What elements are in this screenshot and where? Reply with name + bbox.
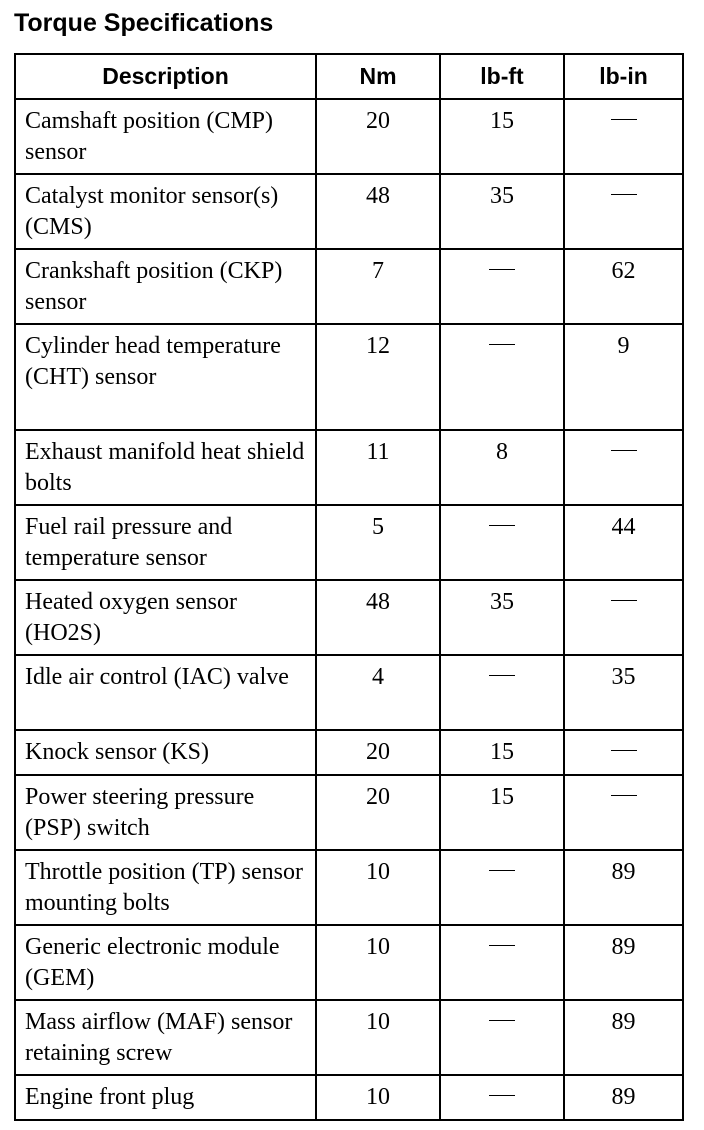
cell-lbin: 9 [564, 324, 683, 430]
torque-spec-table [14, 53, 684, 1121]
dash-mark [611, 750, 637, 751]
dash-mark [489, 525, 515, 526]
dash-mark [489, 945, 515, 946]
table-body [15, 99, 683, 1120]
cell-lbft [440, 1075, 564, 1120]
cell-lbin: 44 [564, 505, 683, 580]
cell-lbin [564, 430, 683, 505]
cell-lbin [564, 775, 683, 850]
table-row [15, 505, 683, 580]
cell-nm: 20 [316, 775, 440, 850]
cell-lbft [440, 925, 564, 1000]
dash-mark [611, 119, 637, 120]
cell-lbft [440, 249, 564, 324]
table-row [15, 249, 683, 324]
dash-mark [489, 269, 515, 270]
dash-mark [611, 600, 637, 601]
table-row [15, 775, 683, 850]
cell-description: Idle air control (IAC) valve [15, 655, 316, 730]
cell-description: Catalyst monitor sensor(s) (CMS) [15, 174, 316, 249]
cell-nm: 48 [316, 174, 440, 249]
cell-nm: 10 [316, 850, 440, 925]
cell-nm: 10 [316, 1000, 440, 1075]
table-row [15, 580, 683, 655]
cell-lbft: 8 [440, 430, 564, 505]
cell-lbft: 15 [440, 775, 564, 850]
cell-lbft: 15 [440, 99, 564, 174]
table-header-row [15, 54, 683, 99]
page-title: Torque Specifications [14, 9, 274, 37]
cell-nm: 11 [316, 430, 440, 505]
cell-lbft [440, 505, 564, 580]
dash-mark [611, 795, 637, 796]
cell-lbft [440, 324, 564, 430]
cell-description: Throttle position (TP) sensor mounting bolts [15, 850, 316, 925]
cell-description: Exhaust manifold heat shield bolts [15, 430, 316, 505]
table-row [15, 730, 683, 775]
cell-description: Crankshaft position (CKP) sensor [15, 249, 316, 324]
cell-nm: 4 [316, 655, 440, 730]
cell-lbin [564, 580, 683, 655]
cell-nm: 10 [316, 925, 440, 1000]
cell-nm: 5 [316, 505, 440, 580]
cell-lbft: 35 [440, 580, 564, 655]
cell-lbin: 89 [564, 925, 683, 1000]
cell-description: Power steering pressure (PSP) switch [15, 775, 316, 850]
column-header-lbin: lb-in [564, 54, 683, 99]
cell-nm: 20 [316, 99, 440, 174]
table-row [15, 174, 683, 249]
cell-description: Mass airflow (MAF) sensor retaining screw [15, 1000, 316, 1075]
cell-description: Cylinder head temperature (CHT) sensor [15, 324, 316, 430]
cell-description: Generic electronic module (GEM) [15, 925, 316, 1000]
cell-lbft: 35 [440, 174, 564, 249]
table-row [15, 324, 683, 430]
cell-lbin [564, 99, 683, 174]
cell-lbin [564, 730, 683, 775]
dash-mark [611, 450, 637, 451]
dash-mark [611, 194, 637, 195]
cell-lbin [564, 174, 683, 249]
cell-lbft [440, 1000, 564, 1075]
table-row [15, 850, 683, 925]
table-row [15, 1000, 683, 1075]
column-header-nm: Nm [316, 54, 440, 99]
cell-nm: 12 [316, 324, 440, 430]
cell-nm: 48 [316, 580, 440, 655]
cell-description: Heated oxygen sensor (HO2S) [15, 580, 316, 655]
cell-lbin: 89 [564, 1000, 683, 1075]
cell-description: Knock sensor (KS) [15, 730, 316, 775]
cell-lbft: 15 [440, 730, 564, 775]
cell-description: Engine front plug [15, 1075, 316, 1120]
cell-lbin: 62 [564, 249, 683, 324]
cell-lbin: 89 [564, 1075, 683, 1120]
table-row [15, 430, 683, 505]
dash-mark [489, 344, 515, 345]
cell-description: Fuel rail pressure and temperature sensor [15, 505, 316, 580]
cell-lbin: 89 [564, 850, 683, 925]
cell-nm: 10 [316, 1075, 440, 1120]
dash-mark [489, 870, 515, 871]
dash-mark [489, 1095, 515, 1096]
column-header-description: Description [15, 54, 316, 99]
cell-nm: 20 [316, 730, 440, 775]
cell-nm: 7 [316, 249, 440, 324]
cell-lbft [440, 850, 564, 925]
column-header-lbft: lb-ft [440, 54, 564, 99]
cell-lbin: 35 [564, 655, 683, 730]
cell-description: Camshaft position (CMP) sensor [15, 99, 316, 174]
table-row [15, 925, 683, 1000]
table-row [15, 655, 683, 730]
dash-mark [489, 1020, 515, 1021]
table-row [15, 1075, 683, 1120]
dash-mark [489, 675, 515, 676]
table-row [15, 99, 683, 174]
cell-lbft [440, 655, 564, 730]
